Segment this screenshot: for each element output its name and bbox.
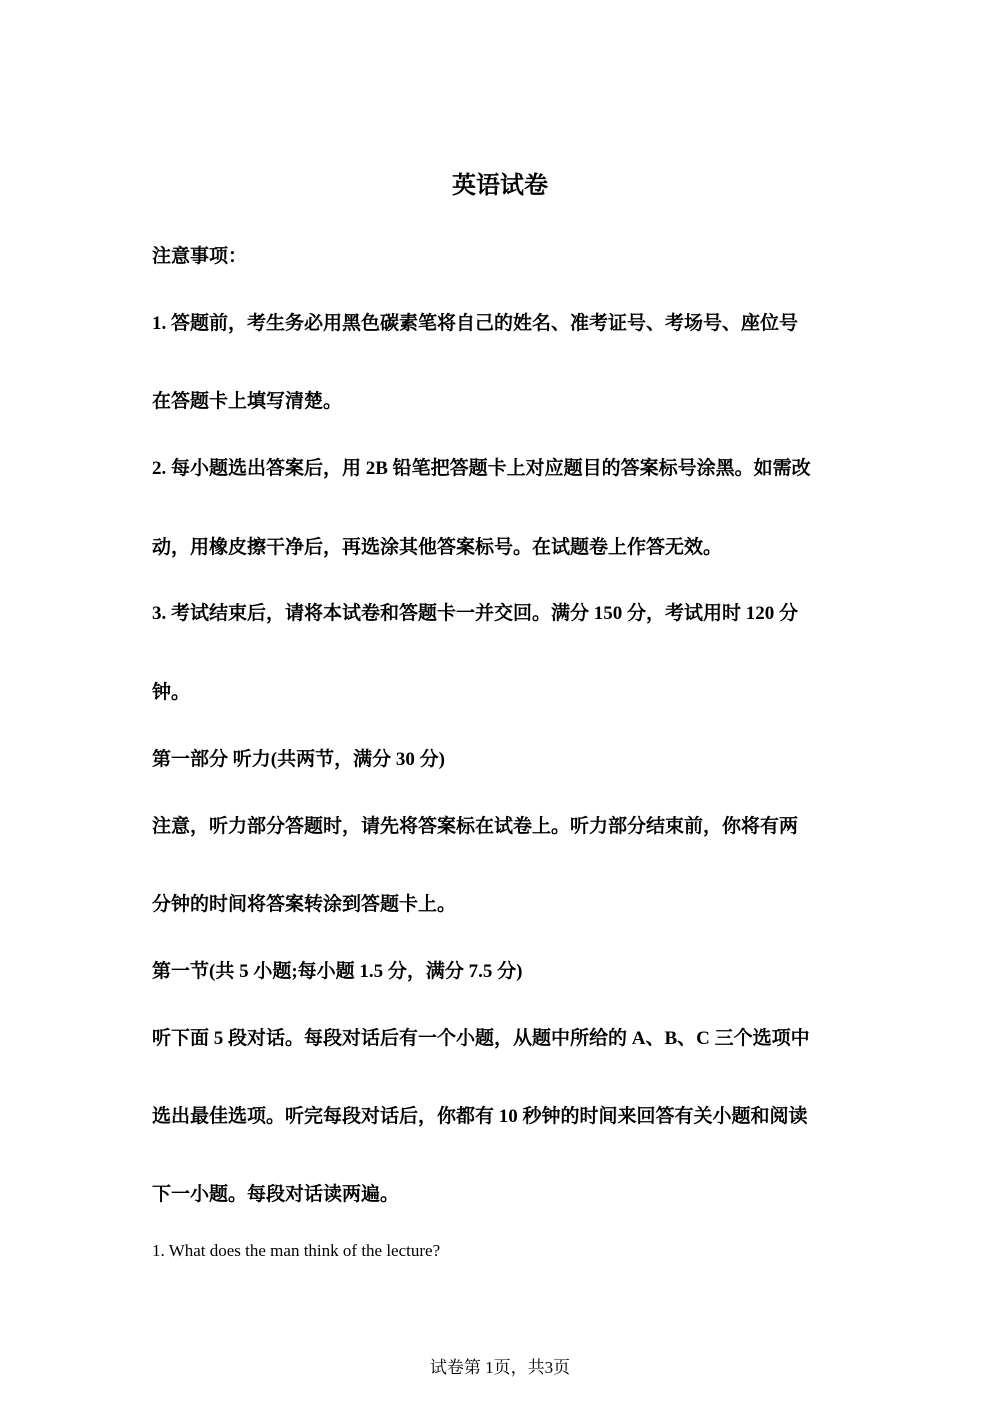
notice-item-3-line-1: 3. 考试结束后，请将本试卷和答题卡一并交回。满分 150 分，考试用时 120 分 <box>152 603 799 624</box>
listening-note-line-1: 注意，听力部分答题时，请先将答案标在试卷上。听力部分结束前，你将有两 <box>152 816 799 837</box>
section-one-instruction-line-3: 下一小题。每段对话读两遍。 <box>152 1184 400 1205</box>
notice-item-1-line-1: 1. 答题前，考生务必用黑色碳素笔将自己的姓名、准考证号、考场号、座位号 <box>152 313 799 334</box>
section-one-instruction-line-2: 选出最佳选项。听完每段对话后，你都有 10 秒钟的时间来回答有关小题和阅读 <box>152 1106 808 1127</box>
notice-item-2-line-2: 动，用橡皮擦干净后，再选涂其他答案标号。在试题卷上作答无效。 <box>152 537 723 558</box>
notice-item-3-line-2: 钟。 <box>152 682 191 703</box>
page-title: 英语试卷 <box>452 173 548 199</box>
part-one-heading: 第一部分 听力(共两节，满分 30 分) <box>152 749 445 770</box>
question-1: 1. What does the man think of the lecture? <box>152 1241 441 1260</box>
listening-note-line-2: 分钟的时间将答案转涂到答题卡上。 <box>152 894 457 915</box>
notice-heading: 注意事项： <box>152 246 248 267</box>
section-one-heading: 第一节(共 5 小题;每小题 1.5 分，满分 7.5 分) <box>152 961 523 982</box>
notice-item-2-line-1: 2. 每小题选出答案后，用 2B 铅笔把答题卡上对应题目的答案标号涂黑。如需改 <box>152 458 811 479</box>
notice-item-1-line-2: 在答题卡上填写清楚。 <box>152 391 343 412</box>
page-footer: 试卷第 1页，共3页 <box>429 1358 571 1377</box>
section-one-instruction-line-1: 听下面 5 段对话。每段对话后有一个小题，从题中所给的 A、B、C 三个选项中 <box>152 1028 810 1049</box>
